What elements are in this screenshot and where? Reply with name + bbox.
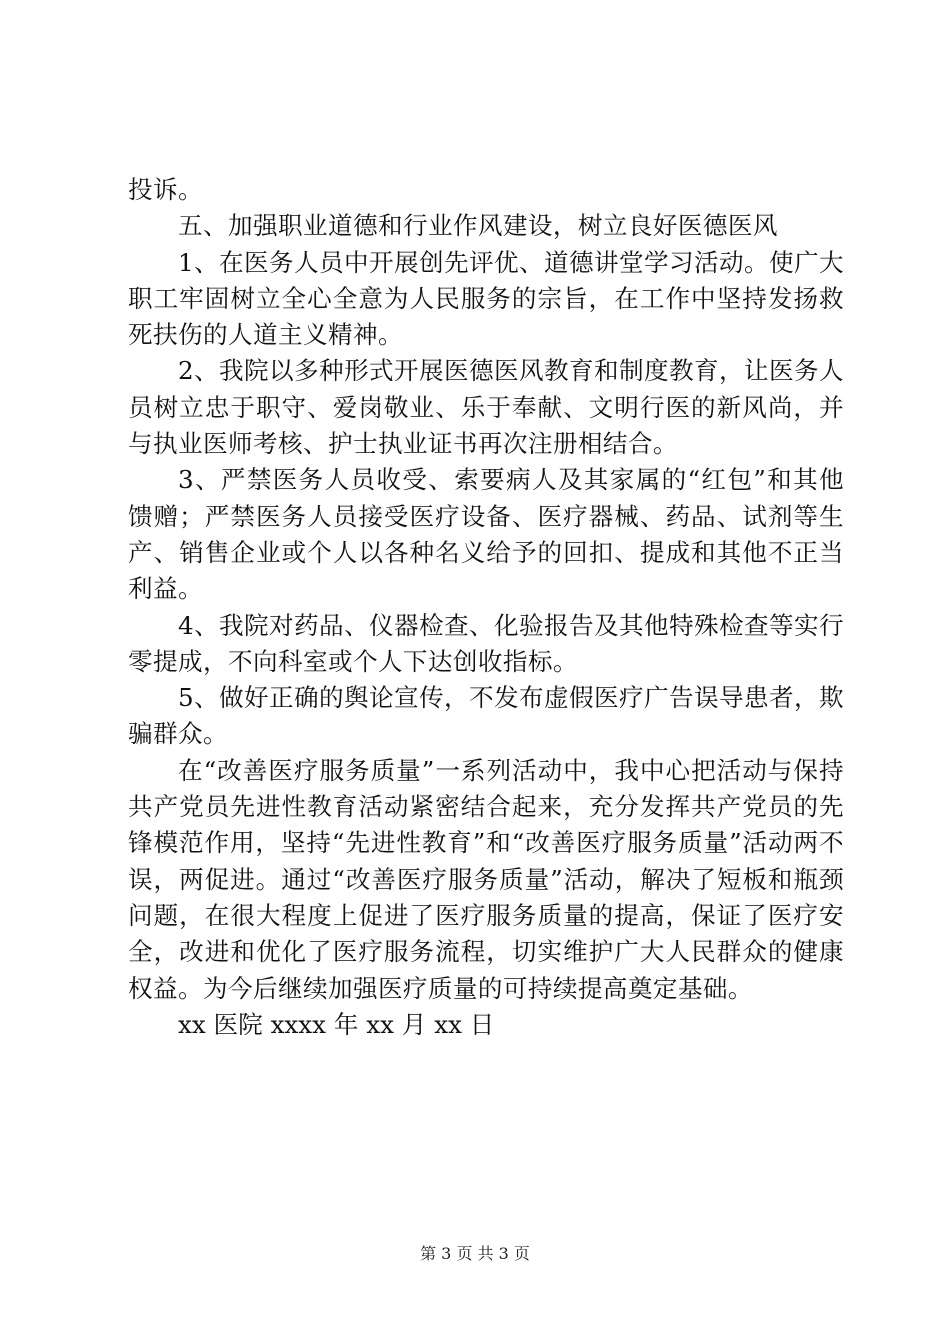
paragraph-item-3: 3、严禁医务人员收受、索要病人及其家属的“红包”和其他馈赠；严禁医务人员接受医疗设备、医疗器械、药品、试剂等生产、销售企业或个人以各种名义给予的回扣、提成和其他不正当利益。 <box>128 465 844 604</box>
paragraph-item-5: 5、做好正确的舆论宣传，不发布虚假医疗广告误导患者，欺骗群众。 <box>128 683 844 749</box>
paragraph-item-4: 4、我院对药品、仪器检查、化验报告及其他特殊检查等实行零提成，不向科室或个人下达创收指标。 <box>128 610 844 676</box>
page-footer: 第 3 页 共 3 页 <box>420 1244 530 1263</box>
document-body <box>128 172 844 1043</box>
paragraph-item-2: 2、我院以多种形式开展医德医风教育和制度教育，让医务人员树立忠于职守、爱岗敬业、乐于奉献、文明行医的新风尚，并与执业医师考核、护士执业证书再次注册相结合。 <box>128 356 844 459</box>
paragraph-summary: 在“改善医疗服务质量”一系列活动中，我中心把活动与保持共产党员先进性教育活动紧密结合起来，充分发挥共产党员的先锋模范作用，坚持“先进性教育”和“改善医疗服务质量”活动两不误，两促进。通过“改善医疗服务质量”活动，解决了短板和瓶颈问题，在很大程度上促进了医疗服务质量的提高，保证了医疗安全，改进和优化了医疗服务流程，切实维护广大人民群众的健康权益。为今后继续加强医疗质量的可持续提高奠定基础。 <box>128 755 844 1003</box>
section-heading-five: 五、加强职业道德和行业作风建设，树立良好医德医风 <box>178 211 778 241</box>
paragraph-continuation: 投诉。 <box>128 175 203 204</box>
signature-date-line: xx 医院 xxxx 年 xx 月 xx 日 <box>178 1009 495 1039</box>
paragraph-item-1: 1、在医务人员中开展创先评优、道德讲堂学习活动。使广大职工牢固树立全心全意为人民服务的宗旨，在工作中坚持发扬救死扶伤的人道主义精神。 <box>128 247 844 350</box>
